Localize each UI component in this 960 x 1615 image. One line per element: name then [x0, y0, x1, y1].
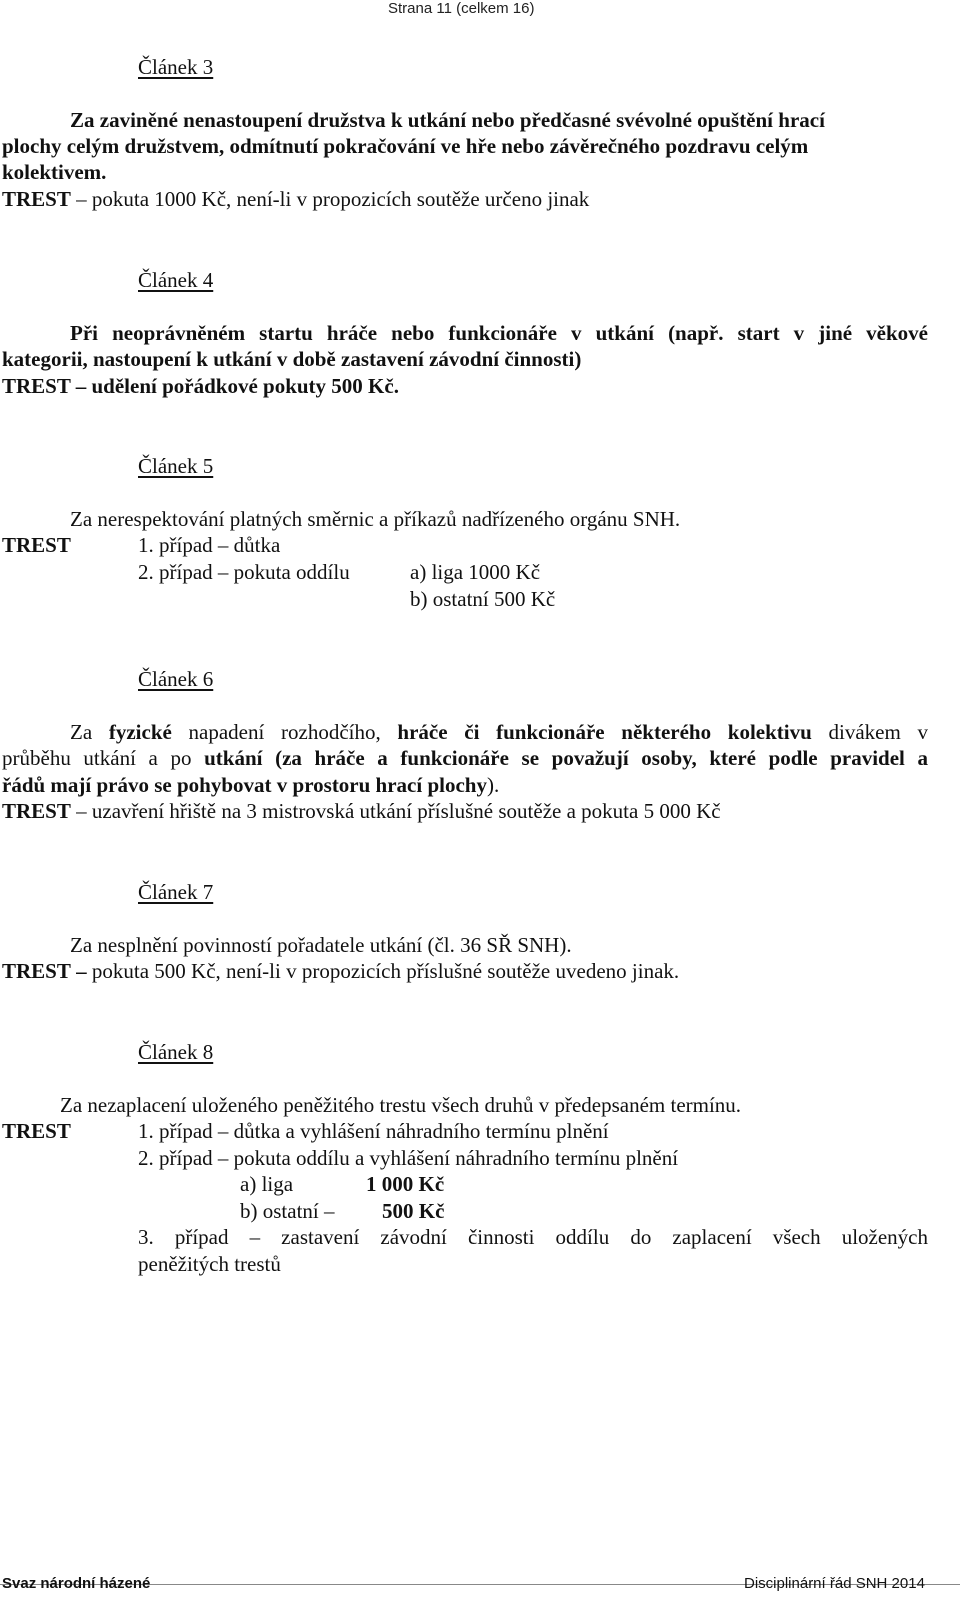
article-4-line-2: kategorii, nastoupení k utkání v době zastavení závodní činnosti)	[2, 347, 582, 371]
article-8-case-3-line-1: 3. případ – zastavení závodní činnosti oddílu do zaplacení všech uložených	[138, 1225, 928, 1249]
article-6-heading: Článek 6	[138, 667, 214, 691]
article-4-heading: Článek 4	[138, 268, 214, 292]
article-8-case-3-line-2: peněžitých trestů	[138, 1252, 281, 1276]
trest-label: TREST	[2, 533, 71, 557]
trest-label: TREST	[2, 1119, 71, 1143]
article-4-line-3: TREST – udělení pořádkové pokuty 500 Kč.	[2, 374, 399, 398]
article-8-case-1: 1. případ – důtka a vyhlášení náhradního termínu plnění	[138, 1119, 609, 1143]
article-7-penalty	[2, 958, 679, 984]
trest-label: TREST	[2, 799, 71, 823]
article-6-line-1	[70, 719, 928, 745]
article-8-line-1: Za nezaplacení uloženého peněžitého trestu všech druhů v předepsaném termínu.	[60, 1093, 742, 1117]
article-5-case-2b: b) ostatní 500 Kč	[410, 587, 556, 611]
text-run-bold: utkání (za hráče a funkcionáře se považují osoby, které podle pravidel a	[204, 746, 929, 770]
article-6-line-2	[2, 745, 928, 771]
penalty-text: – uzavření hřiště na 3 mistrovská utkání příslušné soutěže a pokuta 5 000 Kč	[70, 799, 721, 823]
footer-document-title: Disciplinární řád SNH 2014	[744, 1575, 925, 1592]
article-5-case-1: 1. případ – důtka	[138, 533, 281, 557]
article-3-line-1: Za zaviněné nenastoupení družstva k utkání nebo předčasné svévolné opuštění hrací	[70, 108, 825, 132]
article-7-heading: Článek 7	[138, 880, 214, 904]
text-run-bold: hráče či funkcionáře některého kolektivu	[397, 720, 812, 744]
article-8-case-2a-amount: 1 000 Kč	[366, 1172, 445, 1196]
article-3-penalty	[2, 186, 589, 212]
article-8-case-2b-amount: 500 Kč	[382, 1199, 445, 1223]
article-5-case-2: 2. případ – pokuta oddílu	[138, 560, 350, 584]
text-run-bold: řádů mají právo se pohybovat v prostoru hrací plochy	[2, 773, 487, 797]
penalty-text: pokuta 500 Kč, není-li v propozicích příslušné soutěže uvedeno jinak.	[91, 959, 680, 983]
article-6-line-3	[2, 772, 499, 798]
article-6-line-4	[2, 798, 721, 824]
trest-label: TREST	[2, 959, 71, 983]
article-7-line-1: Za nesplnění povinností pořadatele utkání (čl. 36 SŘ SNH).	[70, 933, 572, 957]
text-run: divákem v	[811, 720, 928, 744]
article-4-line-1: Při neoprávněném startu hráče nebo funkcionáře v utkání (např. start v jiné věkové	[70, 321, 928, 345]
article-8-case-2a-label: a) liga	[240, 1172, 294, 1196]
footer-organization: Svaz národní házené	[2, 1575, 151, 1592]
article-3-line-3: kolektivem.	[2, 160, 107, 184]
text-run: ).	[486, 773, 500, 797]
trest-label: TREST	[2, 187, 71, 211]
article-5-heading: Článek 5	[138, 454, 214, 478]
article-8-heading: Článek 8	[138, 1040, 214, 1064]
text-run-bold: fyzické	[108, 720, 172, 744]
article-8-case-2: 2. případ – pokuta oddílu a vyhlášení náhradního termínu plnění	[138, 1146, 679, 1170]
article-3-heading: Článek 3	[138, 55, 214, 79]
penalty-text: pokuta 1000 Kč, není-li v propozicích soutěže určeno jinak	[91, 187, 590, 211]
article-5-line-1: Za nerespektování platných směrnic a příkazů nadřízeného orgánu SNH.	[70, 507, 681, 531]
article-5-case-2a: a) liga 1000 Kč	[410, 560, 541, 584]
article-3-line-2: plochy celým družstvem, odmítnutí pokračování ve hře nebo závěrečného pozdravu celým	[2, 134, 809, 158]
dash: –	[76, 959, 87, 983]
page-number: Strana 11 (celkem 16)	[388, 0, 535, 17]
text-run: napadení rozhodčího,	[171, 720, 398, 744]
text-run: Za	[70, 720, 109, 744]
dash: –	[76, 187, 87, 211]
text-run: průběhu utkání a po	[2, 746, 205, 770]
article-8-case-2b-label: b) ostatní –	[240, 1199, 335, 1223]
